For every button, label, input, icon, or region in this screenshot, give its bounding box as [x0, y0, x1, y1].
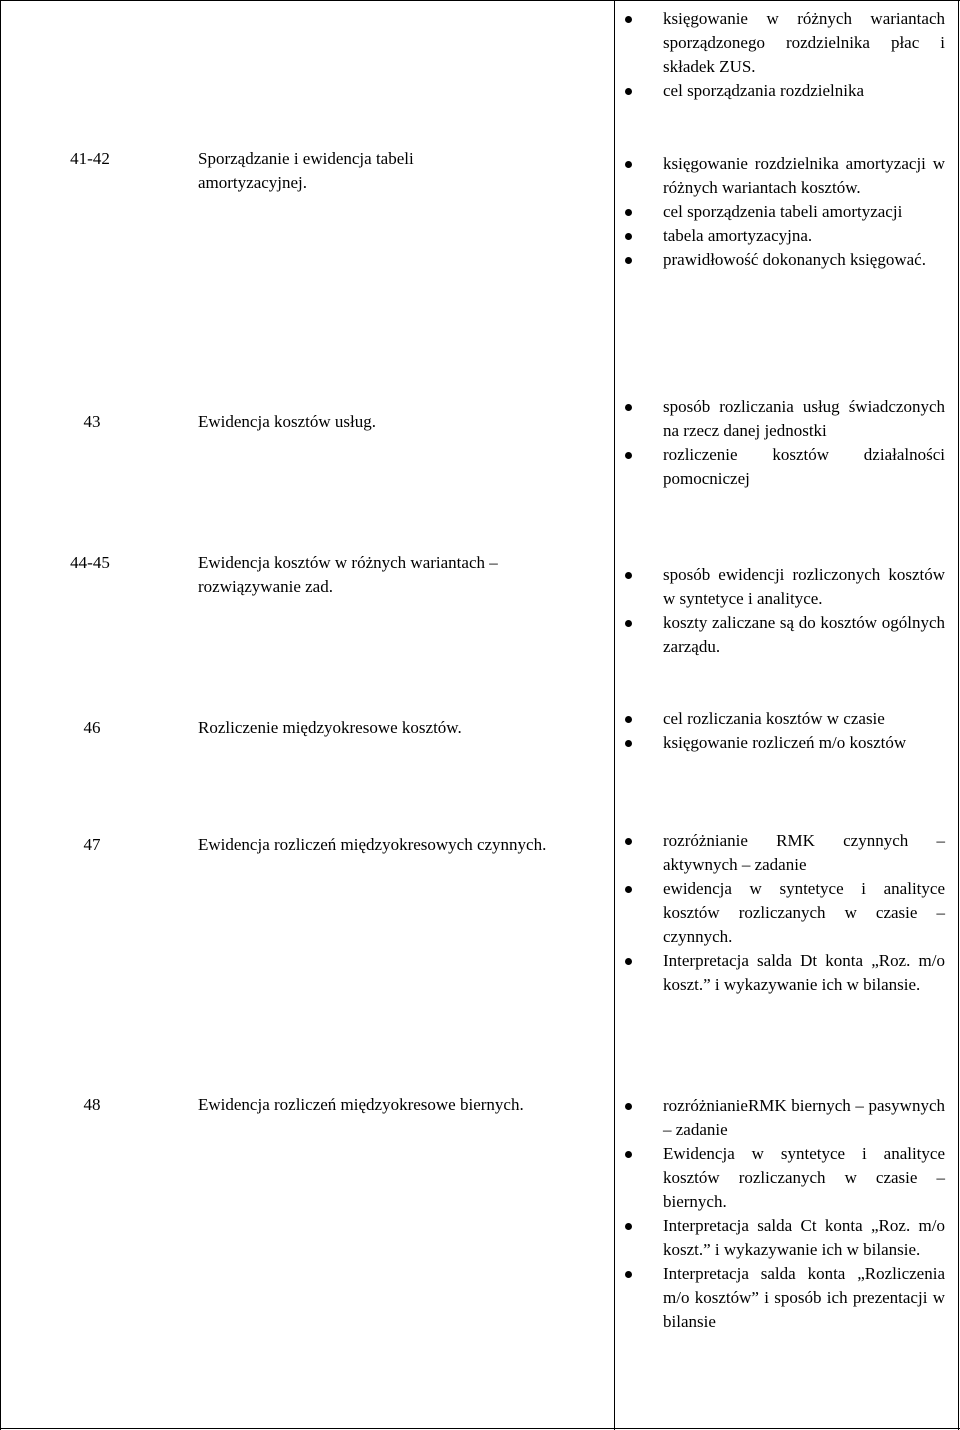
list-item: Interpretacja salda Dt konta „Roz. m/o koszt.” i wykazywanie ich w bilansie.	[625, 949, 945, 997]
lesson-topic: Ewidencja rozliczeń międzyokresowych czynnych.	[198, 835, 547, 854]
table-border-top	[0, 0, 960, 1]
table-border-right	[958, 0, 959, 1430]
list-item: Interpretacja salda Ct konta „Roz. m/o koszt.” i wykazywanie ich w bilansie.	[625, 1214, 945, 1262]
lesson-topic: Ewidencja rozliczeń międzyokresowe biernych.	[198, 1095, 524, 1114]
bullet-list	[625, 829, 945, 997]
list-item: cel sporządzania rozdzielnika	[625, 79, 945, 103]
list-item: księgowanie w różnych wariantach sporządzonego rozdzielnika płac i składek ZUS.	[625, 7, 945, 79]
lesson-number: 43	[83, 412, 101, 431]
lesson-number: 48	[83, 1095, 101, 1114]
list-item: księgowanie rozliczeń m/o kosztów	[625, 731, 945, 755]
list-item: sposób rozliczania usług świadczonych na rzecz danej jednostki	[625, 395, 945, 443]
lesson-number: 41-42	[70, 149, 110, 168]
column-divider	[614, 0, 615, 1430]
list-item: Ewidencja w syntetyce i analityce kosztów rozliczanych w czasie – biernych.	[625, 1142, 945, 1214]
list-item: koszty zaliczane są do kosztów ogólnych zarządu.	[625, 611, 945, 659]
list-item: cel rozliczania kosztów w czasie	[625, 707, 945, 731]
list-item: księgowanie rozdzielnika amortyzacji w różnych wariantach kosztów.	[625, 152, 945, 200]
lesson-number: 46	[83, 718, 101, 737]
table-border-left	[0, 0, 1, 1430]
lesson-number: 47	[83, 835, 101, 854]
lesson-number: 44-45	[70, 553, 110, 572]
list-item: prawidłowość dokonanych księgować.	[625, 248, 945, 272]
lesson-topic: Ewidencja kosztów usług.	[198, 412, 376, 431]
lesson-topic: Rozliczenie międzyokresowe kosztów.	[198, 718, 462, 737]
lesson-topic: Sporządzanie i ewidencja tabeli amortyzacyjnej.	[198, 149, 414, 192]
lesson-topic: Ewidencja kosztów w różnych wariantach – rozwiązywanie zad.	[198, 553, 498, 596]
bullet-list	[625, 563, 945, 659]
list-item: rozróżnianieRMK biernych – pasywnych – zadanie	[625, 1094, 945, 1142]
bullet-list	[625, 7, 945, 103]
list-item: sposób ewidencji rozliczonych kosztów w syntetyce i analityce.	[625, 563, 945, 611]
list-item: ewidencja w syntetyce i analityce kosztów rozliczanych w czasie – czynnych.	[625, 877, 945, 949]
bullet-list	[625, 152, 945, 272]
bullet-list	[625, 707, 945, 755]
list-item: Interpretacja salda konta „Rozliczenia m/o kosztów” i sposób ich prezentacji w bilansie	[625, 1262, 945, 1334]
list-item: rozliczenie kosztów działalności pomocniczej	[625, 443, 945, 491]
bullet-list	[625, 1094, 945, 1334]
bullet-list	[625, 395, 945, 491]
table-border-bottom	[0, 1428, 960, 1429]
list-item: tabela amortyzacyjna.	[625, 224, 945, 248]
list-item: cel sporządzenia tabeli amortyzacji	[625, 200, 945, 224]
list-item: rozróżnianie RMK czynnych – aktywnych – zadanie	[625, 829, 945, 877]
